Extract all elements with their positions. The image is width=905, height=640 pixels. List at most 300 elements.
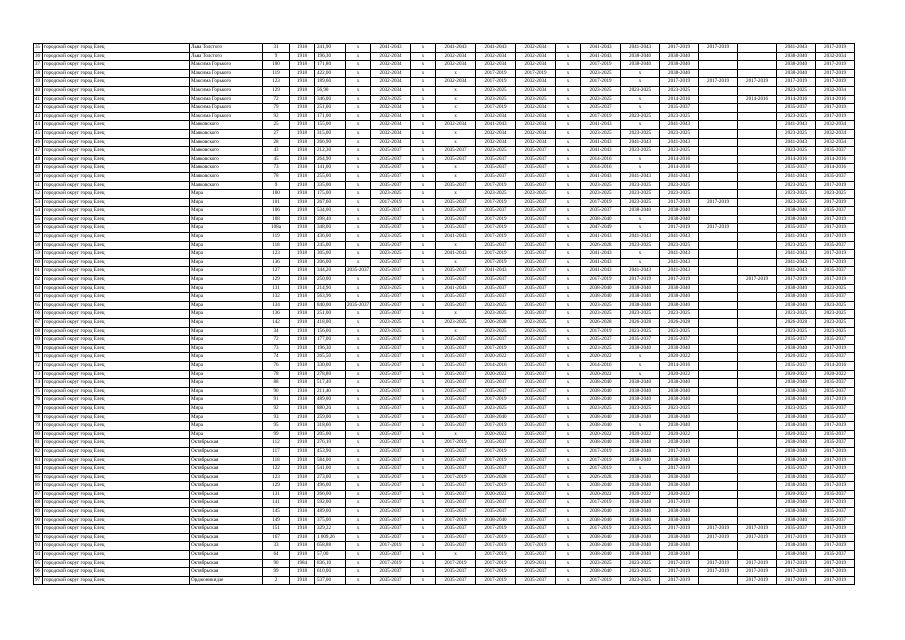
cell-col-18 <box>738 172 777 181</box>
cell-row-number: 39 <box>34 78 43 87</box>
cell-col-20: 2020-2022 <box>816 370 855 379</box>
cell-street: Октябрьская <box>190 490 263 499</box>
cell-build-year: 1918 <box>290 465 315 474</box>
cell-area: 196,30 <box>315 52 346 61</box>
cell-col-19: 2038-2040 <box>777 413 816 422</box>
cell-col-18 <box>738 112 777 121</box>
cell-col-13: х <box>556 336 581 345</box>
cell-col-17 <box>699 112 738 121</box>
cell-col-9: х <box>411 559 436 568</box>
cell-col-17 <box>699 404 738 413</box>
cell-build-year: 1918 <box>290 241 315 250</box>
cell-street: Мира <box>190 233 263 242</box>
cell-col-15: 2023-2025 <box>621 525 660 534</box>
cell-col-14: 2041-2043 <box>581 258 621 267</box>
cell-row-number: 79 <box>34 422 43 431</box>
cell-col-8: 2035-2037 <box>371 516 411 525</box>
cell-col-16: 2041-2043 <box>660 121 699 130</box>
cell-col-17: 2017-2019 <box>699 533 738 542</box>
cell-house-number: 76 <box>263 361 290 370</box>
cell-col-14: 2017-2019 <box>581 327 621 336</box>
cell-col-9: х <box>411 516 436 525</box>
cell-col-18 <box>738 86 777 95</box>
table-row <box>34 490 855 499</box>
cell-row-number: 55 <box>34 215 43 224</box>
cell-municipality: городской округ город Елец <box>43 104 190 113</box>
cell-col-9: х <box>411 361 436 370</box>
cell-col-9: х <box>411 44 436 53</box>
cell-col-10: 2041-2043 <box>436 233 476 242</box>
cell-col-10: 2035-2037 <box>436 276 476 285</box>
cell-col-20: 2017-2019 <box>816 69 855 78</box>
cell-col-9: х <box>411 576 436 585</box>
cell-col-20: 2032-2034 <box>816 121 855 130</box>
cell-col-13: х <box>556 198 581 207</box>
cell-col-18: 2014-2016 <box>738 95 777 104</box>
cell-col-12: 2023-2025 <box>516 327 556 336</box>
cell-municipality: городской округ город Елец <box>43 370 190 379</box>
cell-col-12: 2035-2037 <box>516 516 556 525</box>
cell-col-13: х <box>556 396 581 405</box>
cell-col-9: х <box>411 155 436 164</box>
cell-municipality: городской округ город Елец <box>43 190 190 199</box>
cell-build-year: 1918 <box>290 473 315 482</box>
cell-build-year: 1918 <box>290 387 315 396</box>
cell-row-number: 44 <box>34 121 43 130</box>
cell-col-14: 2026-2028 <box>581 241 621 250</box>
cell-municipality: городской округ город Елец <box>43 215 190 224</box>
cell-col-12: 2035-2037 <box>516 379 556 388</box>
cell-col-20: 2023-2025 <box>816 319 855 328</box>
cell-row-number: 62 <box>34 276 43 285</box>
cell-col-11: 2017-2019 <box>476 576 516 585</box>
cell-col-7: х <box>346 78 371 87</box>
cell-col-12: 2023-2025 <box>516 95 556 104</box>
cell-row-number: 60 <box>34 258 43 267</box>
cell-col-14: 2038-2040 <box>581 482 621 491</box>
cell-house-number: 90 <box>263 559 290 568</box>
cell-col-10: 2035-2037 <box>436 155 476 164</box>
cell-house-number: 117 <box>263 447 290 456</box>
cell-row-number: 37 <box>34 61 43 70</box>
cell-col-11: 2017-2019 <box>476 224 516 233</box>
cell-house-number: 151 <box>263 525 290 534</box>
cell-col-11: 2017-2019 <box>476 447 516 456</box>
cell-col-13: х <box>556 190 581 199</box>
cell-col-11: 2017-2019 <box>476 396 516 405</box>
cell-col-12: 2032-2034 <box>516 112 556 121</box>
cell-area: 264,90 <box>315 155 346 164</box>
cell-municipality: городской округ город Елец <box>43 387 190 396</box>
cell-col-20: 2017-2019 <box>816 482 855 491</box>
cell-col-20: 2035-2037 <box>816 404 855 413</box>
cell-col-14: 2038-2040 <box>581 413 621 422</box>
cell-col-15: 2038-2040 <box>621 533 660 542</box>
cell-col-17 <box>699 190 738 199</box>
cell-col-20: 2017-2019 <box>816 396 855 405</box>
cell-build-year: 1918 <box>290 516 315 525</box>
cell-build-year: 1918 <box>290 490 315 499</box>
cell-street: Мира <box>190 396 263 405</box>
cell-street: Мира <box>190 422 263 431</box>
cell-build-year: 1918 <box>290 361 315 370</box>
cell-area: 265,50 <box>315 353 346 362</box>
cell-col-8: 2035-2037 <box>371 396 411 405</box>
table-row <box>34 559 855 568</box>
cell-col-8: 2032-2034 <box>371 121 411 130</box>
cell-col-7: х <box>346 404 371 413</box>
cell-col-14: 2035-2037 <box>581 104 621 113</box>
cell-col-14: 2020-2022 <box>581 490 621 499</box>
cell-col-20: 2035-2037 <box>816 413 855 422</box>
cell-col-7: х <box>346 164 371 173</box>
table-row <box>34 112 855 121</box>
table-row <box>34 78 855 87</box>
cell-col-14: 2041-2043 <box>581 138 621 147</box>
cell-col-18 <box>738 551 777 560</box>
cell-col-15: 2038-2040 <box>621 456 660 465</box>
cell-area: 278,80 <box>315 370 346 379</box>
cell-municipality: городской округ город Елец <box>43 233 190 242</box>
cell-area: 241,90 <box>315 44 346 53</box>
cell-build-year: 1918 <box>290 104 315 113</box>
cell-col-10: 2035-2037 <box>436 267 476 276</box>
cell-col-10: 2035-2037 <box>436 422 476 431</box>
table-row <box>34 181 855 190</box>
cell-col-12: 2035-2037 <box>516 568 556 577</box>
cell-col-15: 2023-2025 <box>621 241 660 250</box>
cell-col-11: 2017-2019 <box>476 559 516 568</box>
cell-col-15: х <box>621 121 660 130</box>
cell-col-9: х <box>411 52 436 61</box>
cell-col-7: х <box>346 499 371 508</box>
table-row <box>34 147 855 156</box>
cell-col-19: 2017-2019 <box>777 559 816 568</box>
cell-street: Максима Горького <box>190 112 263 121</box>
cell-col-15: 2023-2025 <box>621 198 660 207</box>
cell-col-9: х <box>411 473 436 482</box>
cell-street: Мира <box>190 224 263 233</box>
cell-col-9: х <box>411 78 436 87</box>
cell-col-16: 2017-2019 <box>660 198 699 207</box>
cell-col-10: 2035-2037 <box>436 379 476 388</box>
cell-col-20: 2032-2034 <box>816 52 855 61</box>
cell-col-16: 2038-2040 <box>660 422 699 431</box>
cell-house-number: 72 <box>263 95 290 104</box>
cell-col-10: х <box>436 112 476 121</box>
cell-col-13: х <box>556 284 581 293</box>
cell-col-18 <box>738 422 777 431</box>
cell-col-18 <box>738 396 777 405</box>
cell-col-19: 2038-2040 <box>777 52 816 61</box>
cell-col-13: х <box>556 181 581 190</box>
cell-col-10: 2035-2037 <box>436 533 476 542</box>
cell-col-17 <box>699 301 738 310</box>
cell-col-7: х <box>346 508 371 517</box>
cell-col-10: х <box>436 164 476 173</box>
cell-col-18 <box>738 147 777 156</box>
cell-col-9: х <box>411 551 436 560</box>
cell-col-8: 2035-2037 <box>371 404 411 413</box>
cell-col-19: 2038-2040 <box>777 551 816 560</box>
cell-col-17 <box>699 104 738 113</box>
cell-col-16: 2038-2040 <box>660 456 699 465</box>
cell-col-20: 2017-2019 <box>816 542 855 551</box>
cell-col-19: 2023-2025 <box>777 112 816 121</box>
cell-col-8: 2023-2025 <box>371 190 411 199</box>
cell-col-12: 2032-2034 <box>516 44 556 53</box>
cell-build-year: 1984 <box>290 559 315 568</box>
cell-col-12: 2035-2037 <box>516 258 556 267</box>
cell-house-number: 9 <box>263 181 290 190</box>
cell-street: Мира <box>190 370 263 379</box>
cell-col-14: 2047-2049 <box>581 224 621 233</box>
table-row <box>34 284 855 293</box>
cell-col-20: 2017-2019 <box>816 104 855 113</box>
cell-col-7: х <box>346 190 371 199</box>
cell-col-20: 2035-2037 <box>816 430 855 439</box>
cell-row-number: 82 <box>34 447 43 456</box>
table-row <box>34 404 855 413</box>
cell-street: Октябрьская <box>190 559 263 568</box>
cell-col-11: 2035-2037 <box>476 508 516 517</box>
cell-col-12: 2035-2037 <box>516 276 556 285</box>
cell-municipality: городской округ город Елец <box>43 533 190 542</box>
cell-build-year: 1918 <box>290 430 315 439</box>
cell-build-year: 1918 <box>290 576 315 585</box>
cell-municipality: городской округ город Елец <box>43 112 190 121</box>
cell-col-7: х <box>346 568 371 577</box>
cell-col-15: 2023-2025 <box>621 112 660 121</box>
cell-row-number: 91 <box>34 525 43 534</box>
cell-house-number: 92 <box>263 404 290 413</box>
cell-col-17 <box>699 456 738 465</box>
cell-area: 245,00 <box>315 241 346 250</box>
cell-col-19: 2023-2025 <box>777 129 816 138</box>
cell-col-19: 2038-2040 <box>777 422 816 431</box>
cell-col-9: х <box>411 422 436 431</box>
cell-col-11: 2020-2022 <box>476 430 516 439</box>
cell-col-11: 2035-2037 <box>476 465 516 474</box>
cell-build-year: 1918 <box>290 155 315 164</box>
cell-col-8: 2035-2037 <box>371 353 411 362</box>
table-row <box>34 310 855 319</box>
cell-area: 330,00 <box>315 361 346 370</box>
cell-street: Мира <box>190 379 263 388</box>
table-row <box>34 473 855 482</box>
cell-col-8: 2035-2037 <box>371 490 411 499</box>
cell-col-15: х <box>621 224 660 233</box>
cell-municipality: городской округ город Елец <box>43 164 190 173</box>
cell-house-number: 34 <box>263 327 290 336</box>
cell-col-13: х <box>556 69 581 78</box>
cell-col-14: 2041-2043 <box>581 121 621 130</box>
cell-col-20: 2014-2016 <box>816 95 855 104</box>
cell-col-20: 2032-2034 <box>816 129 855 138</box>
cell-col-11: 2035-2037 <box>476 387 516 396</box>
cell-col-20: 2035-2037 <box>816 551 855 560</box>
cell-col-15: х <box>621 353 660 362</box>
cell-municipality: городской округ город Елец <box>43 95 190 104</box>
cell-col-15: 2023-2025 <box>621 327 660 336</box>
cell-col-10: х <box>436 258 476 267</box>
cell-col-18 <box>738 361 777 370</box>
cell-col-9: х <box>411 447 436 456</box>
cell-col-7: х <box>346 112 371 121</box>
cell-col-17 <box>699 207 738 216</box>
cell-col-10: 2023-2025 <box>436 319 476 328</box>
cell-col-18 <box>738 138 777 147</box>
cell-col-17 <box>699 52 738 61</box>
cell-col-10: х <box>436 241 476 250</box>
cell-col-11: 2017-2019 <box>476 422 516 431</box>
cell-col-9: х <box>411 439 436 448</box>
cell-col-7: х <box>346 516 371 525</box>
cell-row-number: 59 <box>34 250 43 259</box>
cell-col-12: 2035-2037 <box>516 172 556 181</box>
cell-house-number: 101 <box>263 198 290 207</box>
cell-street: Октябрьская <box>190 516 263 525</box>
cell-col-13: х <box>556 250 581 259</box>
cell-house-number: 129 <box>263 276 290 285</box>
cell-area: 880,20 <box>315 404 346 413</box>
cell-col-19: 2023-2025 <box>777 181 816 190</box>
cell-col-16: 2035-2037 <box>660 336 699 345</box>
table-row <box>34 241 855 250</box>
cell-build-year: 1918 <box>290 293 315 302</box>
cell-col-10: 2032-2034 <box>436 61 476 70</box>
cell-col-16: 2038-2040 <box>660 207 699 216</box>
cell-area: 251,00 <box>315 310 346 319</box>
cell-col-11: 2017-2019 <box>476 482 516 491</box>
cell-col-20: 2023-2025 <box>816 301 855 310</box>
cell-col-20: 2035-2037 <box>816 387 855 396</box>
cell-row-number: 56 <box>34 224 43 233</box>
cell-col-19: 2038-2040 <box>777 447 816 456</box>
cell-col-13: х <box>556 172 581 181</box>
cell-col-15: 2038-2040 <box>621 387 660 396</box>
table-row <box>34 508 855 517</box>
cell-col-7: х <box>346 95 371 104</box>
table-row <box>34 327 855 336</box>
cell-street: Октябрьская <box>190 447 263 456</box>
cell-build-year: 1918 <box>290 181 315 190</box>
cell-col-7: х <box>346 44 371 53</box>
cell-col-11: 2017-2019 <box>476 215 516 224</box>
cell-col-10: 2035-2037 <box>436 490 476 499</box>
cell-col-11: 2035-2037 <box>476 336 516 345</box>
cell-build-year: 1918 <box>290 327 315 336</box>
cell-col-7: х <box>346 447 371 456</box>
cell-col-12: 2035-2037 <box>516 430 556 439</box>
cell-col-16: 2017-2019 <box>660 559 699 568</box>
cell-area: 541,00 <box>315 465 346 474</box>
cell-col-18: 2017-2019 <box>738 568 777 577</box>
cell-col-13: х <box>556 95 581 104</box>
cell-col-17 <box>699 164 738 173</box>
cell-col-10: 2041-2043 <box>436 284 476 293</box>
cell-build-year: 1918 <box>290 190 315 199</box>
cell-build-year: 1918 <box>290 78 315 87</box>
table-row <box>34 44 855 53</box>
cell-col-8: 2023-2025 <box>371 233 411 242</box>
cell-col-8: 2035-2037 <box>371 473 411 482</box>
cell-house-number: 31 <box>263 44 290 53</box>
cell-col-15: 2038-2040 <box>621 499 660 508</box>
cell-col-11: 2035-2037 <box>476 172 516 181</box>
cell-col-9: х <box>411 533 436 542</box>
cell-col-11: 2035-2037 <box>476 241 516 250</box>
cell-col-16: 2020-2022 <box>660 430 699 439</box>
cell-col-20: 2017-2019 <box>816 44 855 53</box>
cell-col-17 <box>699 413 738 422</box>
cell-col-16: 2023-2025 <box>660 86 699 95</box>
cell-col-15: 2038-2040 <box>621 293 660 302</box>
cell-area: 489,00 <box>315 508 346 517</box>
cell-street: Октябрьская <box>190 482 263 491</box>
cell-col-9: х <box>411 499 436 508</box>
cell-col-7: х <box>346 353 371 362</box>
cell-col-11: 2026-2028 <box>476 319 516 328</box>
table-row <box>34 319 855 328</box>
cell-col-14: 2038-2040 <box>581 568 621 577</box>
cell-col-7: х <box>346 276 371 285</box>
cell-municipality: городской округ город Елец <box>43 155 190 164</box>
cell-col-9: х <box>411 276 436 285</box>
cell-col-10: 2035-2037 <box>436 301 476 310</box>
cell-col-16: 2038-2040 <box>660 387 699 396</box>
cell-col-19: 2038-2040 <box>777 69 816 78</box>
cell-col-18 <box>738 499 777 508</box>
cell-row-number: 61 <box>34 267 43 276</box>
cell-house-number: 99 <box>263 430 290 439</box>
cell-street: Максима Горького <box>190 95 263 104</box>
cell-col-18 <box>738 310 777 319</box>
cell-house-number: 91 <box>263 396 290 405</box>
cell-col-18 <box>738 52 777 61</box>
cell-area: 840,00 <box>315 301 346 310</box>
cell-col-8: 2035-2037 <box>371 456 411 465</box>
cell-col-12: 2035-2037 <box>516 233 556 242</box>
cell-col-10: 2035-2037 <box>436 499 476 508</box>
cell-col-14: 2023-2025 <box>581 190 621 199</box>
cell-col-10: 2032-2034 <box>436 121 476 130</box>
cell-street: Октябрьская <box>190 568 263 577</box>
cell-col-16: 2038-2040 <box>660 516 699 525</box>
cell-col-15: 2023-2025 <box>621 568 660 577</box>
cell-build-year: 1918 <box>290 413 315 422</box>
cell-col-20: 2035-2037 <box>816 473 855 482</box>
cell-col-14: 2017-2019 <box>581 525 621 534</box>
cell-col-12: 2035-2037 <box>516 224 556 233</box>
cell-build-year: 1918 <box>290 447 315 456</box>
cell-col-14: 2017-2019 <box>581 499 621 508</box>
cell-col-16: 2038-2040 <box>660 542 699 551</box>
cell-street: Мира <box>190 430 263 439</box>
cell-municipality: городской округ город Елец <box>43 44 190 53</box>
cell-build-year: 1918 <box>290 112 315 121</box>
cell-area: 155,00 <box>315 121 346 130</box>
cell-col-18 <box>738 465 777 474</box>
cell-col-9: х <box>411 387 436 396</box>
cell-municipality: городской округ город Елец <box>43 542 190 551</box>
cell-col-10: 2035-2037 <box>436 525 476 534</box>
cell-col-15: 2023-2025 <box>621 147 660 156</box>
cell-col-11: 2017-2019 <box>476 181 516 190</box>
cell-row-number: 46 <box>34 138 43 147</box>
cell-col-10: 2035-2037 <box>436 361 476 370</box>
cell-municipality: городской округ город Елец <box>43 52 190 61</box>
